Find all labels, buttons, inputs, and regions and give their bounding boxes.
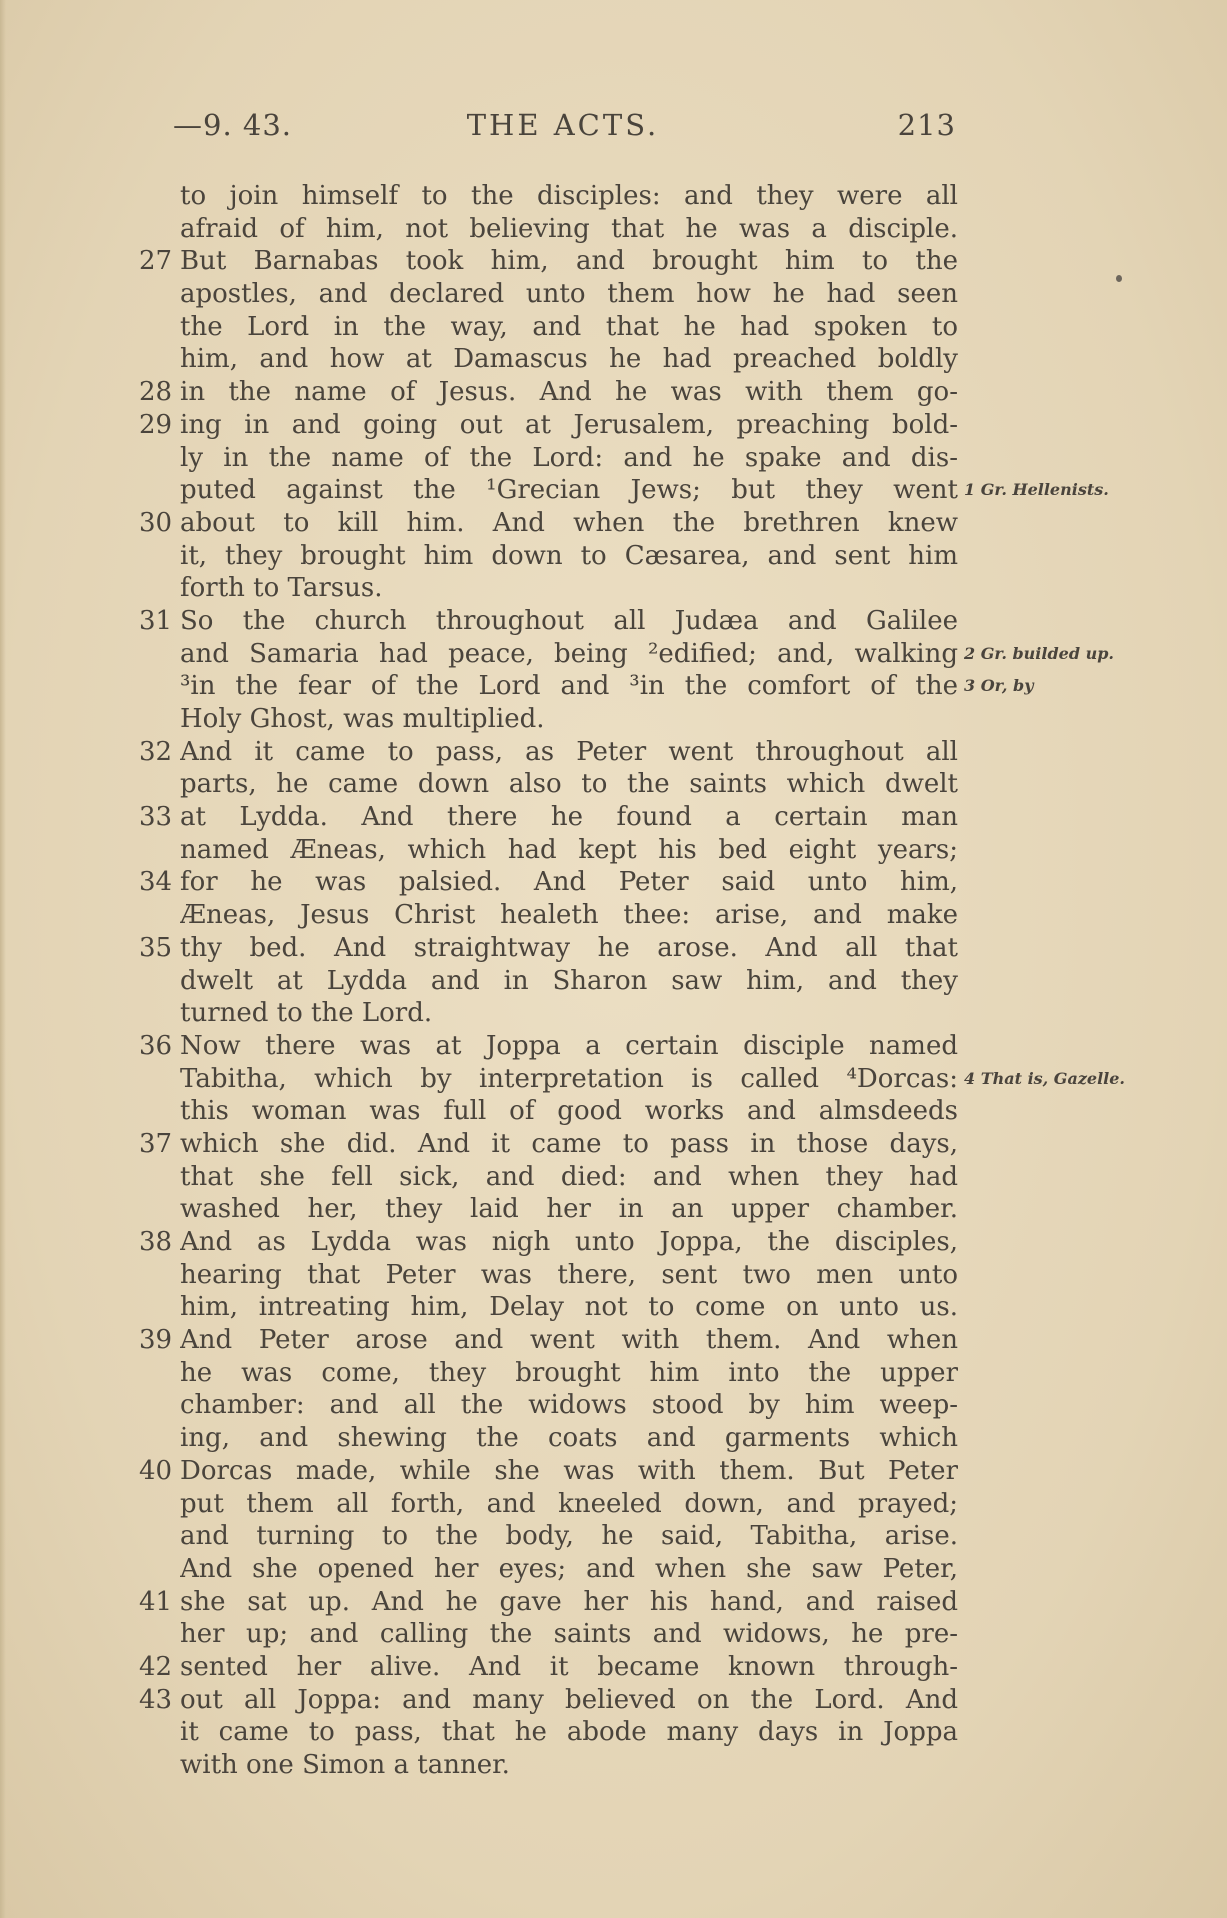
text-line [0,768,1227,801]
line-text: that she fell sick, and died: and when they had [180,1161,958,1192]
line-text: Now there was at Joppa a certain disciple named [180,1030,958,1061]
text-line [0,736,1227,769]
line-text: ing in and going out at Jerusalem, preaching bold- [180,409,958,440]
text-line [0,343,1227,376]
verse-number: 30 [139,507,173,538]
line-text: out all Joppa: and many believed on the Lord. And [180,1684,958,1715]
line-text: chamber: and all the widows stood by him weep- [180,1390,958,1421]
text-line [0,311,1227,344]
verse-number: 29 [139,409,173,440]
line-text: it, they brought him down to Cæsarea, and sent him [180,540,958,571]
line-text: sented her alive. And it became known through- [180,1651,958,1682]
line-text: him, and how at Damascus he had preached boldly [180,344,958,375]
text-line [0,474,1227,507]
text-line [0,572,1227,605]
chapter-range: —9. 43. [173,108,293,142]
verse-number: 42 [139,1651,173,1682]
line-text: which she did. And it came to pass in those days, [180,1128,958,1159]
text-line [0,1063,1227,1096]
text-line [0,245,1227,278]
text-line [0,866,1227,899]
text-line [0,442,1227,475]
text-line [0,1618,1227,1651]
line-text: ³in the fear of the Lord and ³in the comfort of the [180,671,958,702]
line-text: ly in the name of the Lord: and he spake and dis- [180,442,958,473]
verse-number: 33 [139,802,173,833]
running-header [173,108,973,148]
text-line [0,278,1227,311]
verse-number: 28 [139,377,173,408]
text-line [0,1716,1227,1749]
text-line [0,409,1227,442]
line-text: about to kill him. And when the brethren knew [180,507,958,538]
line-text: for he was palsied. And Peter said unto him, [180,867,958,898]
text-line [0,1749,1227,1782]
line-text: her up; and calling the saints and widows, he pre- [180,1619,958,1650]
book-title: THE ACTS. [466,108,660,142]
verse-number: 37 [139,1128,173,1159]
line-text: And as Lydda was nigh unto Joppa, the disciples, [180,1227,958,1257]
verse-number: 43 [139,1684,173,1715]
line-text: parts, he came down also to the saints which dwelt [180,769,958,800]
text-line [0,965,1227,998]
text-line [0,932,1227,965]
line-text: forth to Tarsus. [180,573,383,604]
text-line [0,670,1227,703]
line-text: him, intreating him, Delay not to come on unto us. [180,1292,958,1323]
line-text: puted against the ¹Grecian Jews; but they went [180,475,958,506]
text-line [0,801,1227,834]
verse-number: 36 [139,1030,173,1061]
page-number: 213 [897,108,956,142]
text-line [0,834,1227,867]
line-text: thy bed. And straightway he arose. And all that [180,932,958,963]
text-line [0,1389,1227,1422]
text-line [0,1128,1227,1161]
text-line [0,1684,1227,1717]
scripture-text [0,180,1227,1782]
marginal-note: 4 That is, Gazelle. [964,1068,1125,1088]
line-text: And she opened her eyes; and when she saw Peter, [180,1553,958,1584]
text-line [0,1095,1227,1128]
verse-number: 39 [139,1325,173,1356]
line-text: And Peter arose and went with them. And when [180,1325,958,1356]
text-line [0,1357,1227,1390]
line-text: Dorcas made, while she was with them. But Peter [180,1455,958,1486]
verse-number: 41 [139,1586,173,1617]
text-line [0,1455,1227,1488]
line-text: this woman was full of good works and almsdeeds [180,1096,958,1127]
text-line [0,899,1227,932]
text-line [0,1030,1227,1063]
verse-number: 35 [139,932,173,963]
text-line [0,1553,1227,1586]
text-line [0,1193,1227,1226]
marginal-note: 2 Gr. builded up. [964,643,1114,663]
text-line [0,1422,1227,1455]
text-line [0,376,1227,409]
text-line [0,1586,1227,1619]
text-line [0,1161,1227,1194]
line-text: with one Simon a tanner. [180,1750,510,1780]
verse-number: 40 [139,1455,173,1486]
marginal-note: 1 Gr. Hellenists. [964,480,1109,500]
line-text: washed her, they laid her in an upper chamber. [180,1194,958,1225]
line-text: and turning to the body, he said, Tabitha, arise. [180,1521,958,1552]
text-line [0,507,1227,540]
line-text: But Barnabas took him, and brought him to the [180,246,958,277]
text-line [0,213,1227,246]
line-text: named Æneas, which had kept his bed eight years; [180,834,958,865]
text-line [0,540,1227,573]
text-line [0,703,1227,736]
line-text: at Lydda. And there he found a certain man [180,802,958,833]
text-line [0,1520,1227,1553]
line-text: the Lord in the way, and that he had spoken to [180,311,958,342]
line-text: hearing that Peter was there, sent two men unto [180,1259,958,1290]
line-text: put them all forth, and kneeled down, and prayed; [180,1488,958,1519]
marginal-note: 3 Or, by [964,676,1034,696]
text-line [0,1651,1227,1684]
line-text: in the name of Jesus. And he was with them go- [180,377,958,408]
line-text: turned to the Lord. [180,998,433,1029]
text-line [0,997,1227,1030]
line-text: Holy Ghost, was multiplied. [180,704,545,734]
line-text: she sat up. And he gave her his hand, and raised [180,1586,958,1617]
text-line [0,1324,1227,1357]
line-text: Tabitha, which by interpretation is called ⁴Dorcas: [180,1063,958,1094]
text-line [0,1488,1227,1521]
line-text: to join himself to the disciples: and they were all [180,181,958,211]
verse-number: 38 [139,1227,173,1257]
line-text: apostles, and declared unto them how he had seen [180,279,958,310]
verse-number: 32 [139,736,173,767]
line-text: ing, and shewing the coats and garments which [180,1423,958,1454]
text-line [0,605,1227,638]
line-text: And it came to pass, as Peter went throughout all [180,736,958,767]
line-text: dwelt at Lydda and in Sharon saw him, and they [180,965,958,996]
line-text: he was come, they brought him into the upper [180,1357,958,1388]
line-text: afraid of him, not believing that he was a disciple. [180,213,958,244]
line-text: and Samaria had peace, being ²edified; and, walking [180,638,958,669]
line-text: Æneas, Jesus Christ healeth thee: arise, and make [180,900,958,931]
verse-number: 34 [139,867,173,898]
text-line [0,180,1227,213]
text-line [0,1259,1227,1292]
line-text: it came to pass, that he abode many days in Joppa [180,1717,958,1748]
line-text: So the church throughout all Judæa and Galilee [180,605,958,636]
text-line [0,1291,1227,1324]
text-line [0,1226,1227,1259]
verse-number: 31 [139,605,173,636]
verse-number: 27 [139,246,173,277]
text-line [0,638,1227,671]
